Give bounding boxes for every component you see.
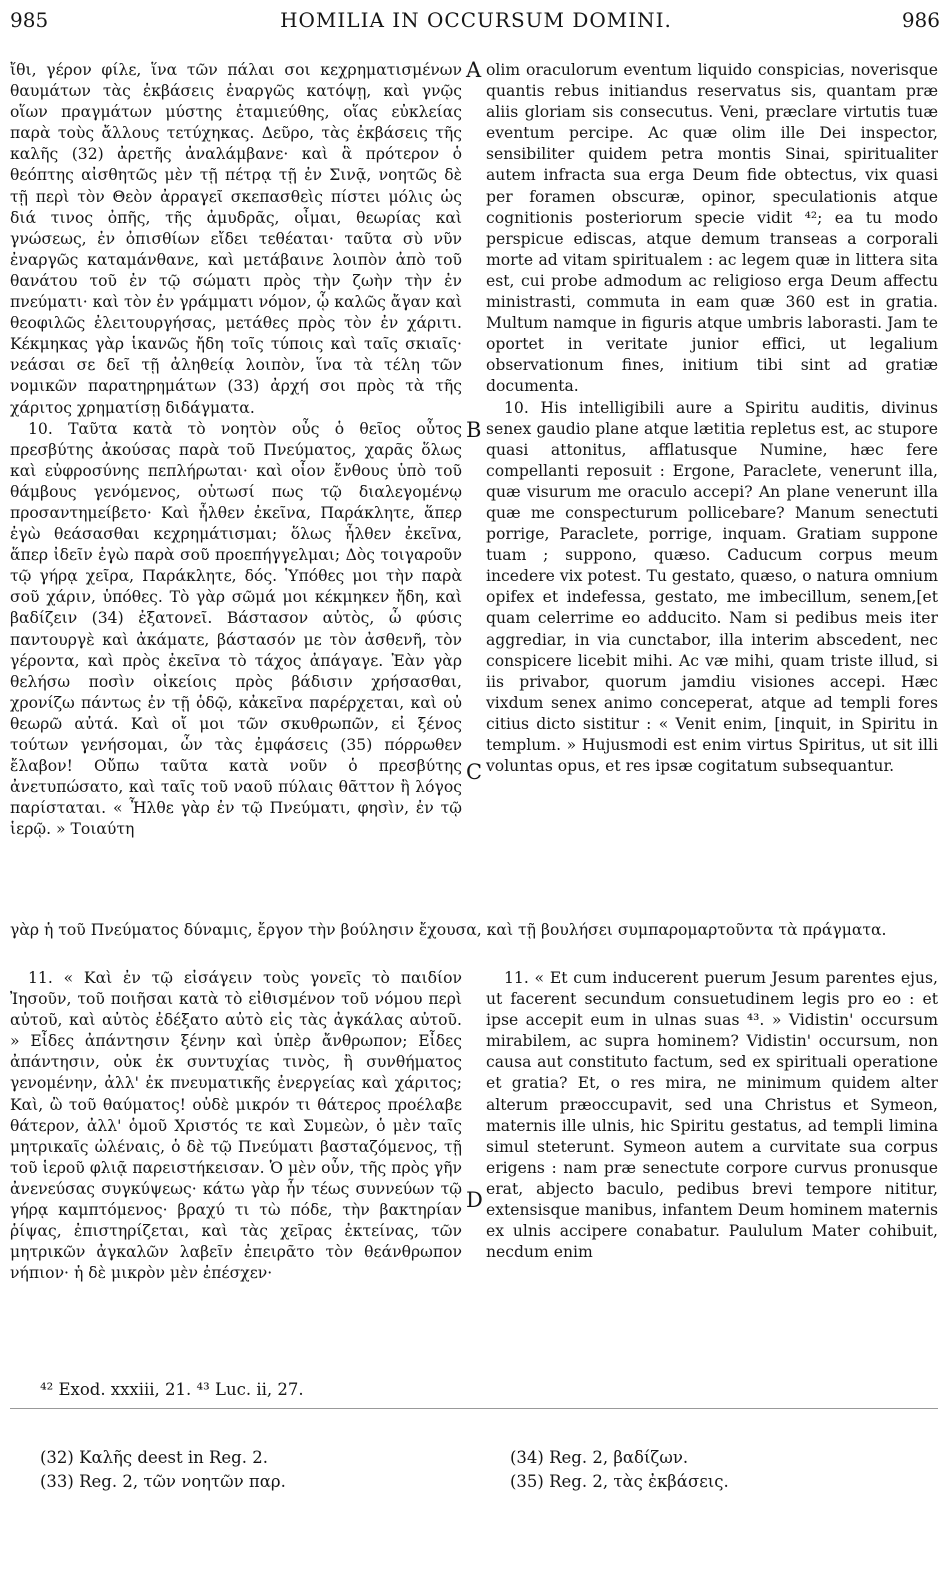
greek-column-lower [10, 968, 462, 1284]
margin-letter-a: A [466, 58, 482, 82]
page-number-left: 985 [10, 8, 49, 32]
footnote-divider [10, 1408, 938, 1409]
page-number-right: 986 [901, 8, 940, 32]
running-title: HOMILIA IN OCCURSUM DOMINI. [280, 8, 672, 32]
latin-column-lower [486, 968, 938, 1263]
greek-paragraph: 11. « Καὶ ἐν τῷ εἰσάγειν τοὺς γονεῖς τὸ παιδίον Ἰησοῦν, τοῦ ποιῆσαι κατὰ τὸ εἰθισμένον τοῦ νόμου περὶ αὐτοῦ, καὶ αὐτὸς ἐδέξατο αὐτὸ εἰς τὰς ἀγκάλας αὐτοῦ. » Εἶδες ἀπάντησιν ξένην καὶ ὑπὲρ ἄνθρωπον; Εἶδες ἀπάντησιν, οὐκ ἐκ συντυχίας τινὸς, ἢ συνθήματος γενομένην, ἀλλ' ἐκ πνευματικῆς ἐνεργείας καὶ χάριτος; Καὶ, ὢ τοῦ θαύματος! οὐδὲ μικρόν τι θάτερος προέλαβε θάτερον, ἀλλ' ὁμοῦ Χριστός τε καὶ Συμεὼν, ὁ μὲν ταῖς μητρικαῖς ὠλέναις, ὁ δὲ τῷ Πνεύματι βασταζόμενος, τῇ τοῦ ἱεροῦ φλιᾷ παρειστήκεισαν. Ὁ μὲν οὖν, τῆς πρὸς γῆν ἀνενεύσας συγκύψεως· κάτω γὰρ ἦν τέως συννεύων τῷ γήρᾳ καμπτόμενος· βραχύ τι τὼ πόδε, τὴν βακτηρίαν ῥίψας, ἐπιστηρίζεται, καὶ τὰς χεῖρας ἐκτείνας, τῶν μητρικῶν ἀγκαλῶν λαβεῖν ἐπειρᾶτο τὸν θεάνθρωπον νήπιον· ἡ δὲ μικρὸν μὲν ἐπέσχεν· [10, 969, 462, 1283]
scripture-footnotes: ⁴² Exod. xxxiii, 21. ⁴³ Luc. ii, 27. [40, 1380, 304, 1399]
variant-note-33: (33) Reg. 2, τῶν νοητῶν παρ. [40, 1472, 286, 1491]
margin-letter-d: D [466, 1188, 483, 1212]
latin-paragraph: olim oraculorum eventum liquido conspicias, noverisque quantis rebus initiandus reservatus sis, quantam præ aliis gloriam sis consecutus. Veni, præclare virtutis tuæ eventum percipe. Ac quæ olim ille Dei inspector, sensibiliter quidem petra montis Sinai, spiritualiter autem infracta sua erga Deum fide obtectus, vix quasi per foramen obscuræ, opinor, speculationis atque cognitionis posteriorum specie vidit ⁴²; ea tu modo perspicue ediscas, atque demum transeas a corporali morte ad vitam spiritualem : ac legem quæ in littera sita est, cui probe admodum ac religioso erga Deum affectu ministrasti, commuta in eam quæ 360 est in gratia. Multum namque in figuris atque umbris laborasti. Jam te oportet in veritate junior effici, ut legalium observationum fines, initium tibi sint ad gratiæ documenta. [486, 61, 938, 396]
margin-letter-b: B [466, 418, 482, 442]
variant-note-35: (35) Reg. 2, τὰς ἐκβάσεις. [510, 1472, 729, 1491]
latin-paragraph: 10. His intelligibili aure a Spiritu auditis, divinus senex gaudio plane atque lætitia repletus est, ac stupore quasi attonitus, afflatusque Numine, hæc fere compellanti reposuit : Ergone, Paraclete, venerunt illa, quæ visurum me oraculo accepi? An plane venerunt illa quæ me conspecturum pollicebare? Manum senectuti porrige, Paraclete, porrige, inquam. Gratiam suppone tuam ; suppono, quæso. Caducum corpus meum incedere vix potest. Tu gestato, quæso, o natura omnium opifex et indefessa, gestato, me imbecillum, senem,[et quam celerrime eo adducito. Nam si pedibus meis iter aggrediar, in via cunctabor, illa interim abscedent, nec conspicere licebit mihi. Ac væ mihi, quam triste illud, si iis privabor, quorum jamdiu visiones accepi. Hæc vixdum senex animo conceperat, atque ad templi fores citius dicto sistitur : « Venit enim, [inquit, in Spiritu in templum. » Hujusmodi est enim virtus Spiritus, ut sit illi voluntas opus, et res ipsæ cogitatum subsequantur. [486, 398, 938, 776]
variant-note-34: (34) Reg. 2, βαδίζων. [510, 1448, 689, 1467]
greek-paragraph: 10. Ταῦτα κατὰ τὸ νοητὸν οὖς ὁ θεῖος οὗτος πρεσβύτης ἀκούσας παρὰ τοῦ Πνεύματος, χαρᾶς ὅλως καὶ εὐφροσύνης πεπλήρωται· καὶ οἷον ἔνθους ὑπὸ τοῦ θάμβους γενόμενος, οὑτωσί πως τῷ διαλεγομένῳ προσαντημείβετο· Καὶ ἦλθεν ἐκεῖνα, Παράκλητε, ἅπερ ἐγὼ θεάσασθαι κεχρημάτισμαι; ὅλως ἦλθεν ἐκεῖνα, ἅπερ ἰδεῖν ἐγὼ παρὰ σοῦ προεπήγγελμαι; Δὸς τοιγαροῦν τῷ γήρᾳ χεῖρα, Παράκλητε, δός. Ὑπόθες μοι τὴν παρὰ σοῦ χάριν, ὑπόθες. Τὸ γὰρ σῶμά μοι κέκμηκεν ἤδη, καὶ βαδίζειν (34) ἐξατονεῖ. Βάστασον αὐτὸς, ὦ φύσις παντουργὲ καὶ ἀκάματε, βάστασόν με τὸν ἀσθενῆ, τὸν γέροντα, καὶ πρὸς ἐκεῖνα τὸ τάχος ἀπάγαγε. Ἐὰν γὰρ θελήσω ποσὶν οἰκείοις πρὸς βάδισιν χρήσασθαι, χρονίζω πάντως ἐν τῇ ὁδῷ, κἀκεῖνα παρέρχεται, καὶ οὐ θεωρῶ αὐτά. Καὶ οἴ μοι τῶν σκυθρωπῶν, εἰ ξένος τούτων γενήσομαι, ὧν τὰς ἐμφάσεις (35) πόρρωθεν ἔλαβον! Οὔπω ταῦτα κατὰ νοῦν ὁ πρεσβύτης ἀνετυπώσατο, καὶ ταῖς τοῦ ναοῦ πύλαις θᾶττον ἢ λόγος παρίσταται. « Ἦλθε γὰρ ἐν τῷ Πνεύματι, φησὶν, ἐν τῷ ἱερῷ. » Τοιαύτη [10, 419, 462, 839]
greek-spanning-line [10, 920, 938, 941]
greek-spanning-text: γὰρ ἡ τοῦ Πνεύματος δύναμις, ἔργον τὴν βούλησιν ἔχουσα, καὶ τῇ βουλήσει συμπαρομαρτοῦντα τὰ πράγματα. [10, 921, 887, 939]
latin-paragraph: 11. « Et cum inducerent puerum Jesum parentes ejus, ut facerent secundum consuetudinem legis pro eo : et ipse accepit eum in ulnas suas ⁴³. » Vidistin' occursum mirabilem, ac supra hominem? Vidistin' occursum, non causa aut constituto factum, sed ex spirituali operatione et gratia? Et, o res mira, ne minimum quidem alter alterum præoccupavit, sed una Christus et Symeon, maternis ille ulnis, hic Spiritu gestatus, ad templi limina simul steterunt. Symeon autem a curvitate sua corpus erigens : nam præ senectute corpore curvus pronusque erat, abjecto baculo, pedibus brevi tempore nititur, extensisque manibus, infantem Deum hominem maternis ex ulnis accipere conabatur. Paululum Mater cohibuit, necdum enim [486, 969, 938, 1262]
margin-letter-c: C [466, 760, 483, 784]
greek-column-upper [10, 60, 462, 840]
variant-note-32: (32) Καλῆς deest in Reg. 2. [40, 1448, 268, 1467]
latin-column-upper [486, 60, 938, 777]
greek-paragraph: ἴθι, γέρον φίλε, ἵνα τῶν πάλαι σοι κεχρηματισμένων θαυμάτων τὰς ἐκβάσεις ἐναργῶς κατόψῃ, καὶ γνῷς οἵων πραγμάτων μύστης ἐταμιεύθης, οἵας εὐκλείας παρὰ τοὺς ἄλλους τετύχηκας. Δεῦρο, τὰς ἐκβάσεις τῆς καλῆς (32) ἀρετῆς ἀναλάμβανε· καὶ ἃ πρότερον ὁ θεόπτης αἰσθητῶς μὲν τῇ πέτρᾳ τῇ ἐν Σινᾷ, νοητῶς δὲ τῇ περὶ τὸν Θεὸν ἀρραγεῖ σκεπασθεὶς πίστει μόλις ὡς διά τινος ὀπῆς, τῆς ἀμυδρᾶς, οἶμαι, θεωρίας καὶ γνώσεως, ἐν ὀπισθίων εἴδει τεθέαται· ταῦτα σὺ νῦν ἐναργῶς καταμάνθανε, καὶ μετάβαινε λοιπὸν ἀπὸ τοῦ θανάτου τοῦ ἐν τῷ σώματι πρὸς τὴν ζωὴν τὴν ἐν πνεύματι· καὶ τὸν ἐν γράμματι νόμον, ᾧ καλῶς ἄγαν καὶ θεοφιλῶς ἐλειτουργήσας, μετάθες πρὸς τὸν ἐν χάριτι. Κέκμηκας γὰρ ἱκανῶς ἤδη τοῖς τύποις καὶ ταῖς σκιαῖς· νεάσαι σε δεῖ τῇ ἀληθείᾳ λοιπὸν, ἵνα τὰ τέλη τῶν νομικῶν παρατηρημάτων (33) ἀρχή σοι πρὸς τὰ τῆς χάριτος χρηματίσῃ διδάγματα. [10, 61, 462, 417]
